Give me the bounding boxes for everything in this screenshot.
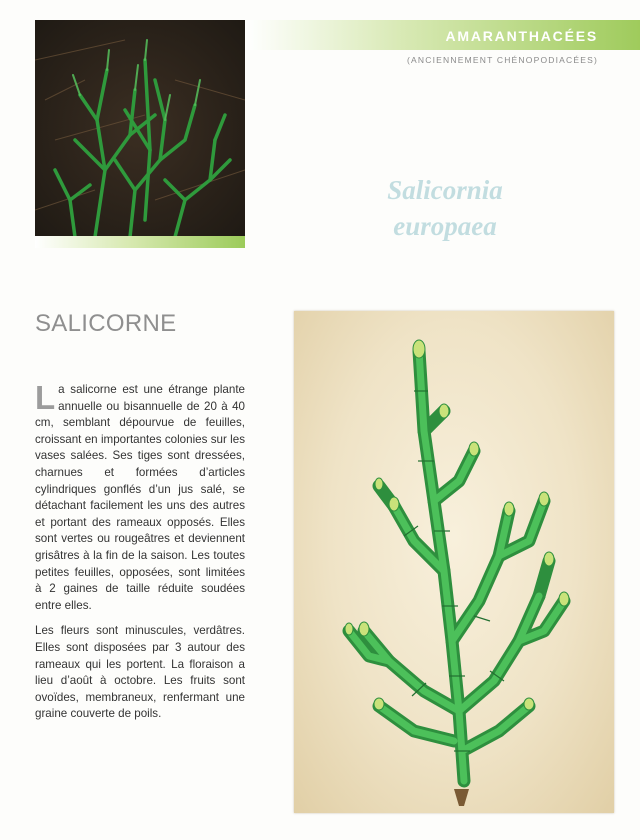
family-subtitle: (ANCIENNEMENT CHÉNOPODIACÉES) (407, 55, 598, 65)
botanical-illustration (294, 311, 614, 813)
photo-accent-bar (35, 236, 245, 248)
description (35, 379, 245, 732)
description-paragraph-2: Les fleurs sont minuscules, verdâtres. Elles sont disposées par 3 autour des rameaux qui les portent. La floraison a lieu d’août à octobre. Les fruits sont ovoïdes, membraneux, renfermant une graine couverte de poils. (35, 624, 245, 721)
description-paragraph-1 (35, 379, 245, 614)
family-title: AMARANTHACÉES (445, 28, 598, 44)
common-name-heading: SALICORNE (35, 310, 177, 337)
drop-cap: L (35, 379, 56, 416)
latin-name-genus: Salicornia (387, 175, 503, 205)
plant-photo (35, 20, 245, 237)
paragraph-1-text: a salicorne est une étrange plante annuelle ou bisannuelle de 20 à 40 cm, semblant dépourvue de feuilles, croissant en importantes colonies sur les vases salées. Ses tiges sont dressées, charnues et formées d’articles cylindriques gonflés d’un jus salé, se détachant facilement les uns des autres et portant des rameaux opposés. Elles sont vertes ou rougeâtres et deviennent grisâtres à la fin de la saison. Les toutes petites feuilles, opposées, sont limitées à 2 gaines de taille réduite soudées entre elles. (35, 383, 245, 612)
latin-name-species: europaea (393, 211, 497, 241)
latin-name (355, 172, 535, 244)
